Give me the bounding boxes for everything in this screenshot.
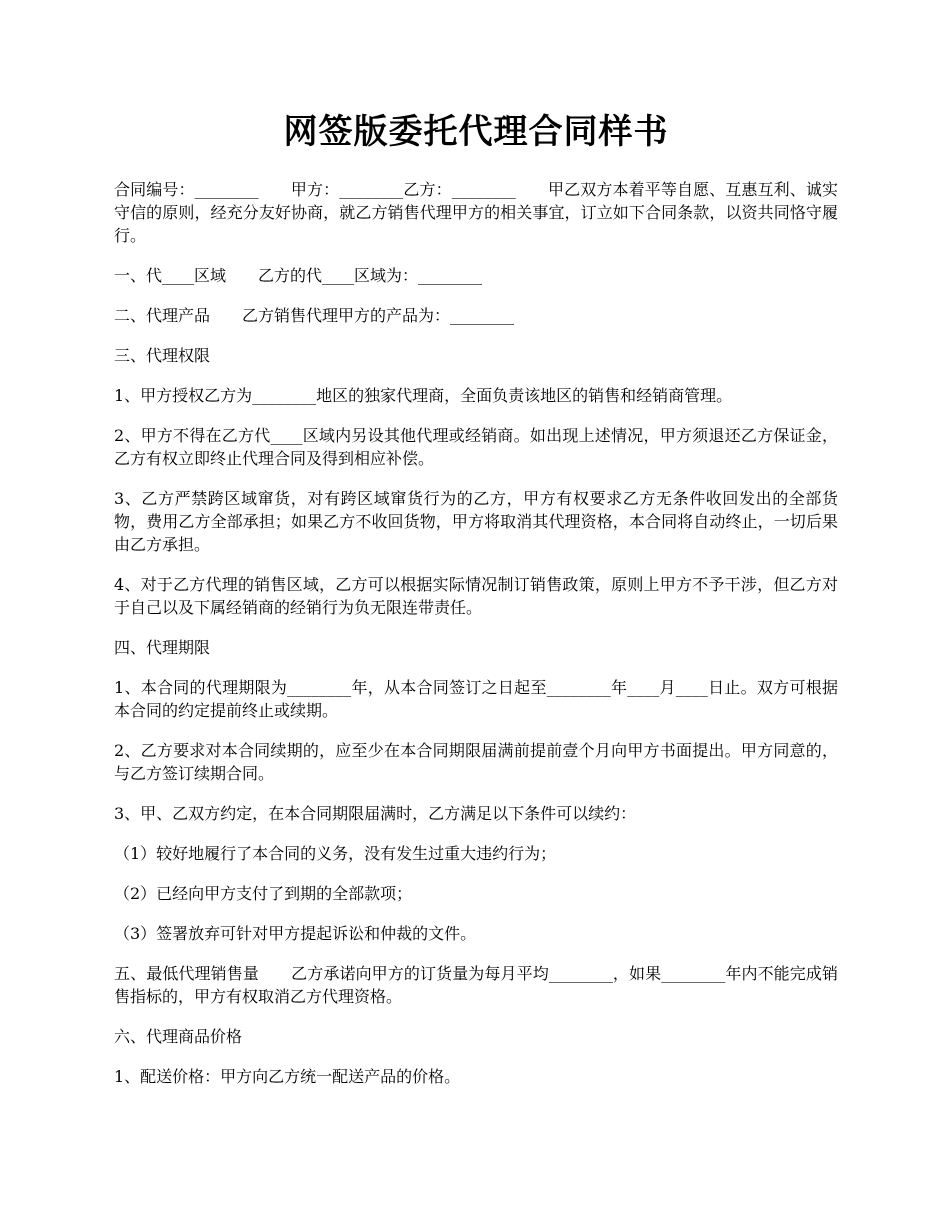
paragraph-section-3-heading: 三、代理权限 <box>114 346 211 365</box>
paragraph-section-6-item-1: 1、配送价格：甲方向乙方统一配送产品的价格。 <box>114 1067 461 1086</box>
paragraph-preamble: 合同编号：________ 甲方：________乙方：________ 甲乙双方本着平等自愿、互惠互利、诚实守信的原则，经充分友好协商，就乙方销售代理甲方的相关事宜，订立如下合同条款，以资共同恪守履行。 <box>114 180 838 245</box>
paragraph-section-4-heading: 四、代理期限 <box>114 638 211 657</box>
paragraph-section-4-item-1: 1、本合同的代理期限为________年，从本合同签订之日起至________年____月____日止。双方可根据本合同的约定提前终止或续期。 <box>114 678 838 720</box>
paragraph-section-3-item-3: 3、乙方严禁跨区域窜货，对有跨区域窜货行为的乙方，甲方有权要求乙方无条件收回发出的全部货物，费用乙方全部承担；如果乙方不收回货物，甲方将取消其代理资格，本合同将自动终止，一切后果由乙方承担。 <box>114 489 838 554</box>
paragraph-section-6-heading: 六、代理商品价格 <box>114 1027 243 1046</box>
paragraph-section-4-item-2: 2、乙方要求对本合同续期的，应至少在本合同期限届满前提前壹个月向甲方书面提出。甲方同意的，与乙方签订续期合同。 <box>114 741 838 783</box>
paragraph-section-5-min-sales: 五、最低代理销售量 乙方承诺向甲方的订货量为每月平均________，如果________年内不能完成销售指标的，甲方有权取消乙方代理资格。 <box>114 964 838 1006</box>
paragraph-section-4-condition-2: （2）已经向甲方支付了到期的全部款项； <box>114 884 413 903</box>
paragraph-section-3-item-4: 4、对于乙方代理的销售区域，乙方可以根据实际情况制订销售政策，原则上甲方不予干涉，但乙方对于自己以及下属经销商的经销行为负无限连带责任。 <box>114 575 838 617</box>
paragraph-section-4-item-3: 3、甲、乙双方约定，在本合同期限届满时，乙方满足以下条件可以续约： <box>114 804 637 823</box>
document-title: 网签版委托代理合同样书 <box>283 112 669 152</box>
paragraph-section-3-item-2: 2、甲方不得在乙方代____区域内另设其他代理或经销商。如出现上述情况，甲方须退还乙方保证金，乙方有权立即终止代理合同及得到相应补偿。 <box>114 426 838 468</box>
paragraph-section-4-condition-1: （1）较好地履行了本合同的义务，没有发生过重大违约行为； <box>114 844 557 863</box>
paragraph-section-3-item-1: 1、甲方授权乙方为________地区的独家代理商，全面负责该地区的销售和经销商管理。 <box>114 386 733 405</box>
paragraph-section-2-product: 二、代理产品 乙方销售代理甲方的产品为：________ <box>114 306 515 325</box>
paragraph-section-1-region: 一、代____区域 乙方的代____区域为：________ <box>114 266 483 285</box>
paragraph-section-4-condition-3: （3）签署放弃可针对甲方提起诉讼和仲裁的文件。 <box>114 924 477 943</box>
